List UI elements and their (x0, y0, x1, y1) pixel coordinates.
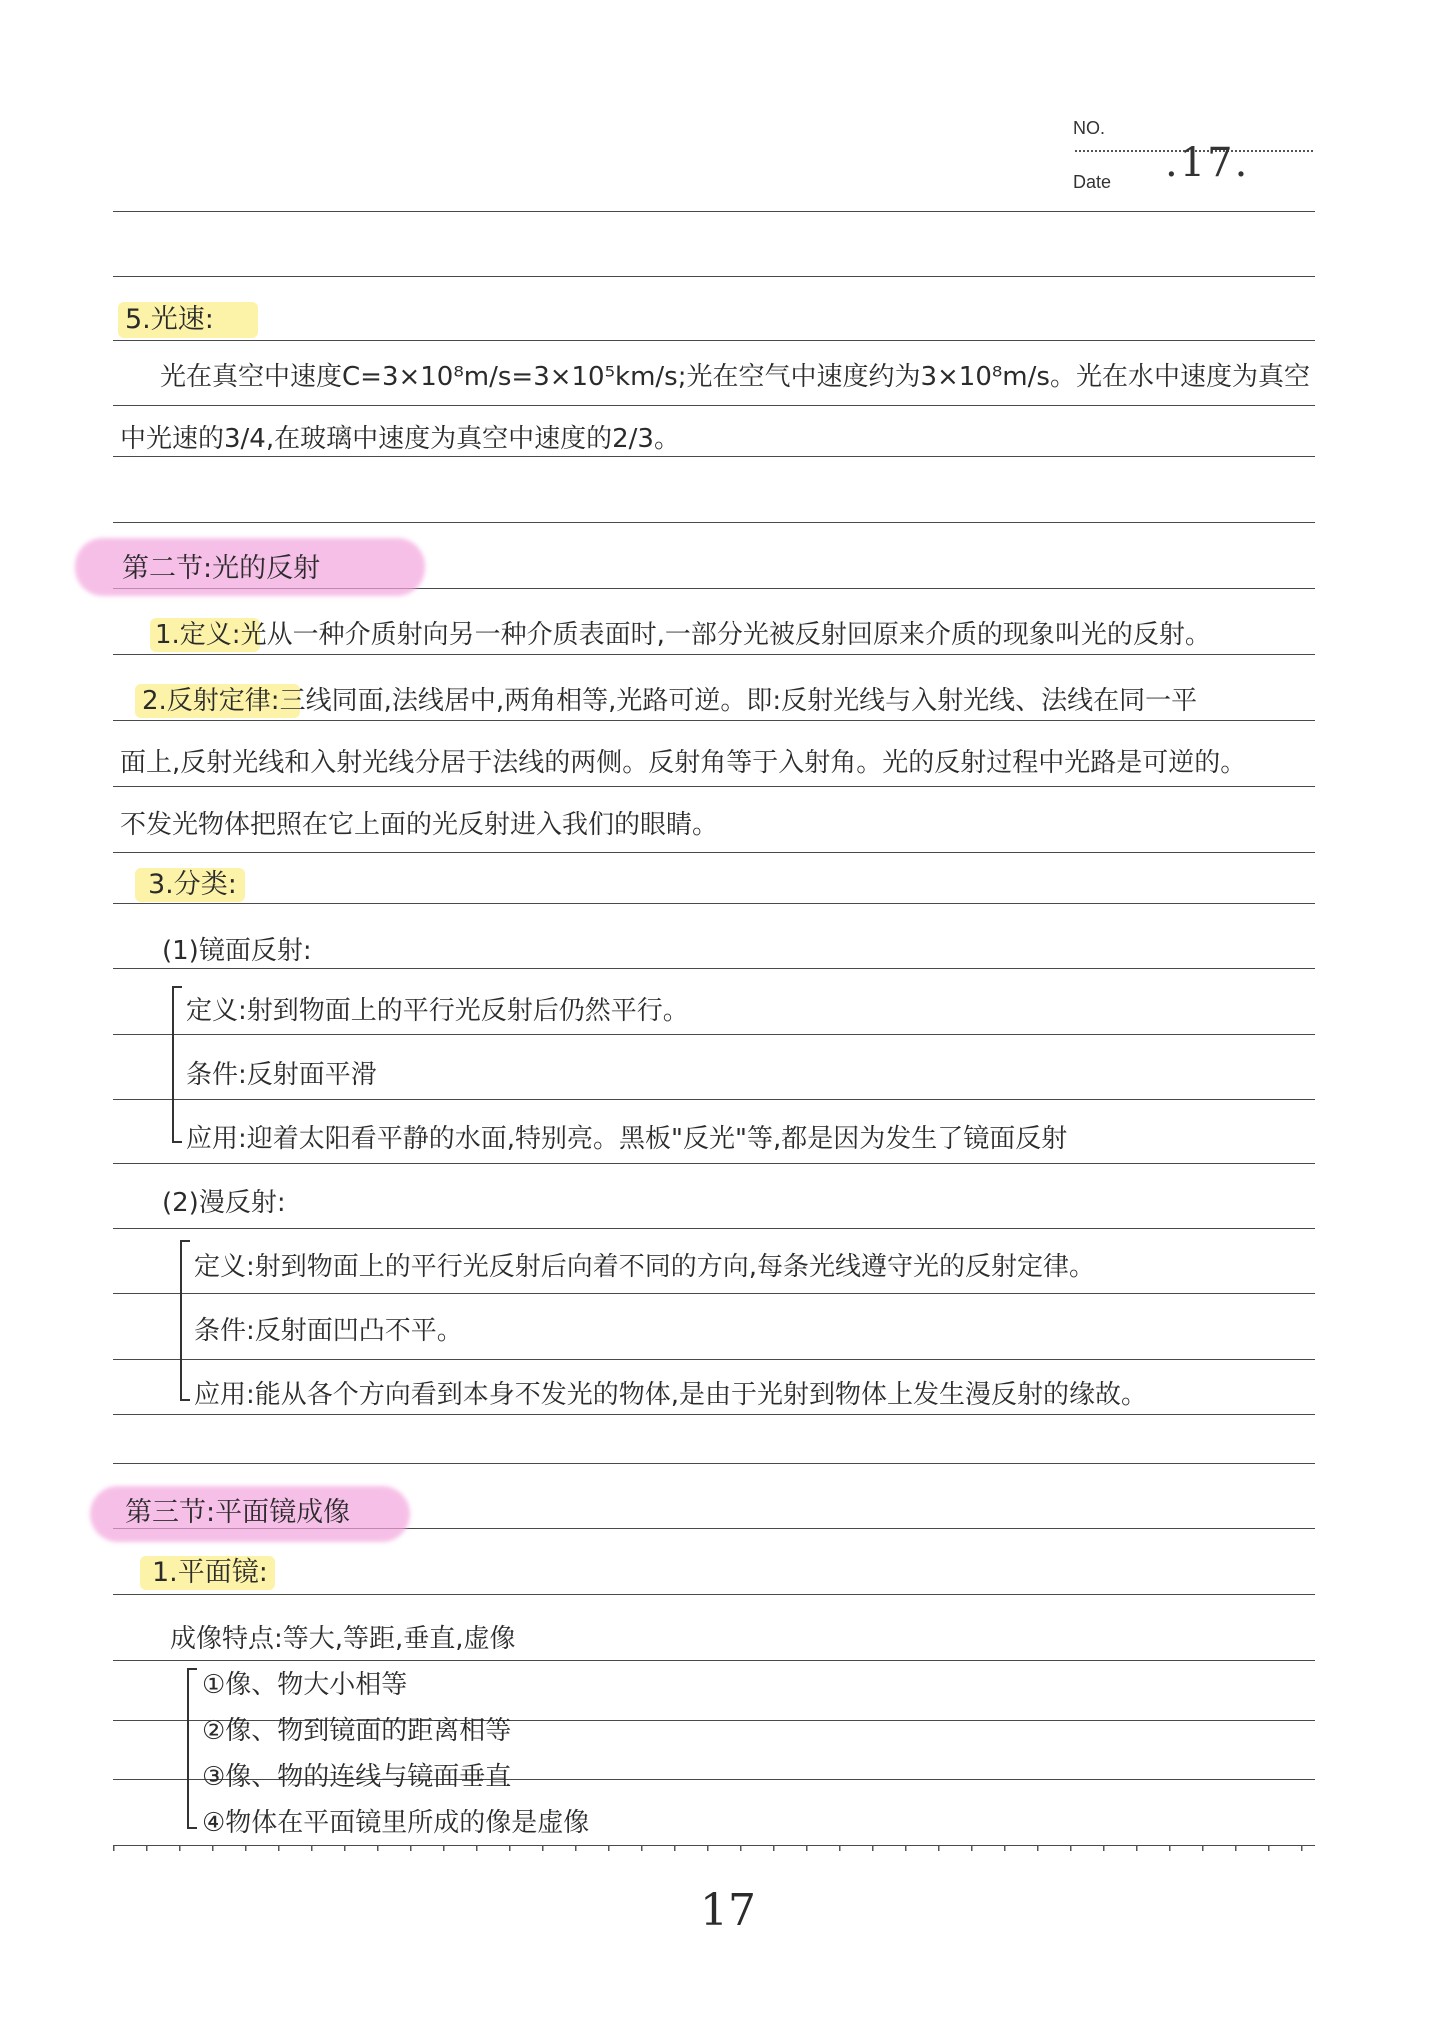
date-value: .17. (1165, 140, 1250, 186)
list-item: ②像、物到镜面的距离相等 (202, 1716, 512, 1746)
bracket-tick (180, 1399, 190, 1401)
heading-light-speed: 5.光速: (125, 304, 214, 335)
ruled-line-ticks (113, 1845, 1315, 1851)
ruled-line (113, 654, 1315, 655)
text-line: 面上,反射光线和入射光线分居于法线的两侧。反射角等于入射角。光的反射过程中光路是可逆的。 (120, 748, 1247, 778)
bracket (172, 986, 174, 1142)
bracket-tick (187, 1827, 197, 1829)
text-line: 不发光物体把照在它上面的光反射进入我们的眼睛。 (120, 810, 719, 840)
ruled-line (113, 1293, 1315, 1294)
bracket-tick (180, 1240, 190, 1242)
ruled-line (113, 1463, 1315, 1464)
heading-classification: 3.分类: (148, 869, 237, 900)
no-label: NO. (1073, 118, 1106, 138)
text-line: 定义:射到物面上的平行光反射后向着不同的方向,每条光线遵守光的反射定律。 (194, 1252, 1096, 1282)
heading-section-3: 第三节:平面镜成像 (125, 1497, 351, 1528)
subheading-diffuse-reflection: (2)漫反射: (162, 1188, 286, 1218)
subheading-mirror-reflection: (1)镜面反射: (162, 936, 312, 966)
date-label: Date (1073, 172, 1112, 192)
bracket-tick (172, 1141, 182, 1143)
text-line: 成像特点:等大,等距,垂直,虚像 (170, 1624, 516, 1654)
ruled-line (113, 1099, 1315, 1100)
text-line: 1.定义:光从一种介质射向另一种介质表面时,一部分光被反射回原来介质的现象叫光的反射。 (155, 620, 1211, 650)
bracket (187, 1668, 189, 1828)
ruled-line (113, 852, 1315, 853)
bracket-tick (172, 986, 182, 988)
ruled-line (113, 1359, 1315, 1360)
text-line: 条件:反射面平滑 (186, 1060, 377, 1090)
text-line: 光在真空中速度C=3×10⁸m/s=3×10⁵km/s;光在空气中速度约为3×10⁸m/s。光在水中速度为真空 (160, 362, 1310, 392)
ruled-line (113, 1660, 1315, 1661)
text-line: 应用:迎着太阳看平静的水面,特别亮。黑板"反光"等,都是因为发生了镜面反射 (186, 1124, 1068, 1154)
ruled-line (113, 340, 1315, 341)
text-line: 中光速的3/4,在玻璃中速度为真空中速度的2/3。 (120, 424, 680, 454)
bracket (180, 1240, 182, 1400)
ruled-line (113, 1414, 1315, 1415)
heading-section-2: 第二节:光的反射 (122, 553, 321, 584)
ruled-line (113, 405, 1315, 406)
ruled-line (113, 786, 1315, 787)
ruled-line (113, 1163, 1315, 1164)
ruled-line (113, 903, 1315, 904)
text-line: 应用:能从各个方向看到本身不发光的物体,是由于光射到物体上发生漫反射的缘故。 (194, 1380, 1148, 1410)
ruled-line (113, 1594, 1315, 1595)
ruled-line (113, 276, 1315, 277)
ruled-line (113, 522, 1315, 523)
ruled-line (113, 456, 1315, 457)
ruled-line (113, 968, 1315, 969)
bracket-tick (187, 1668, 197, 1670)
text-line: 条件:反射面凹凸不平。 (194, 1316, 463, 1346)
page-number: 17 (700, 1885, 756, 1936)
list-item: ④物体在平面镜里所成的像是虚像 (202, 1808, 590, 1838)
ruled-line (113, 1034, 1315, 1035)
text-line: 定义:射到物面上的平行光反射后仍然平行。 (186, 996, 689, 1026)
list-item: ③像、物的连线与镜面垂直 (202, 1762, 512, 1792)
ruled-line (113, 1228, 1315, 1229)
text-line: 2.反射定律:三线同面,法线居中,两角相等,光路可逆。即:反射光线与入射光线、法线在同一平 (142, 686, 1198, 716)
list-item: ①像、物大小相等 (202, 1670, 408, 1700)
subheading-plane-mirror: 1.平面镜: (152, 1557, 268, 1588)
ruled-line (113, 720, 1315, 721)
ruled-line (113, 211, 1315, 212)
